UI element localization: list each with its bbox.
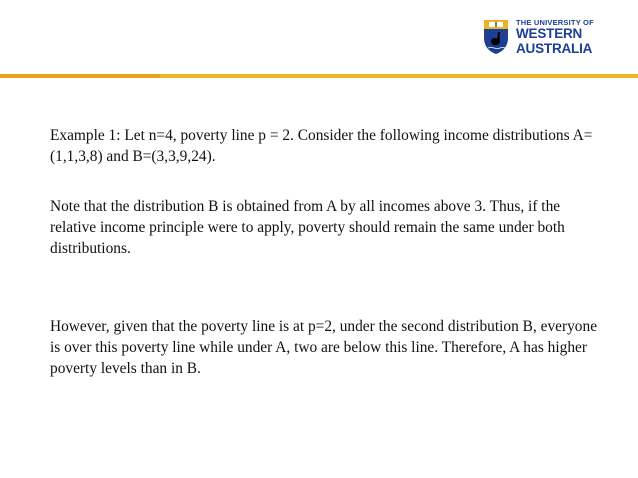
note-paragraph: Note that the distribution B is obtained from A by all incomes above 3. Thus, if the relative income principle were to apply, poverty should remain the same under both distributions.	[50, 198, 565, 257]
header-divider-accent	[0, 74, 160, 78]
logo-line-1: THE UNIVERSITY OF	[516, 17, 594, 27]
university-crest-icon	[482, 18, 510, 56]
university-logo	[482, 14, 604, 60]
university-wordmark	[516, 19, 594, 56]
logo-line-3: AUSTRALIA	[516, 40, 593, 56]
example-paragraph: Example 1: Let n=4, poverty line p = 2. Consider the following income distributions A=(1,1,3,8) and B=(3,3,9,24).	[50, 127, 593, 165]
conclusion-paragraph: However, given that the poverty line is at p=2, under the second distribution B, everyone is over this poverty line while under A, two are below this line. Therefore, A has higher poverty levels than in B.	[50, 318, 598, 377]
logo-line-2: WESTERN	[516, 26, 583, 42]
